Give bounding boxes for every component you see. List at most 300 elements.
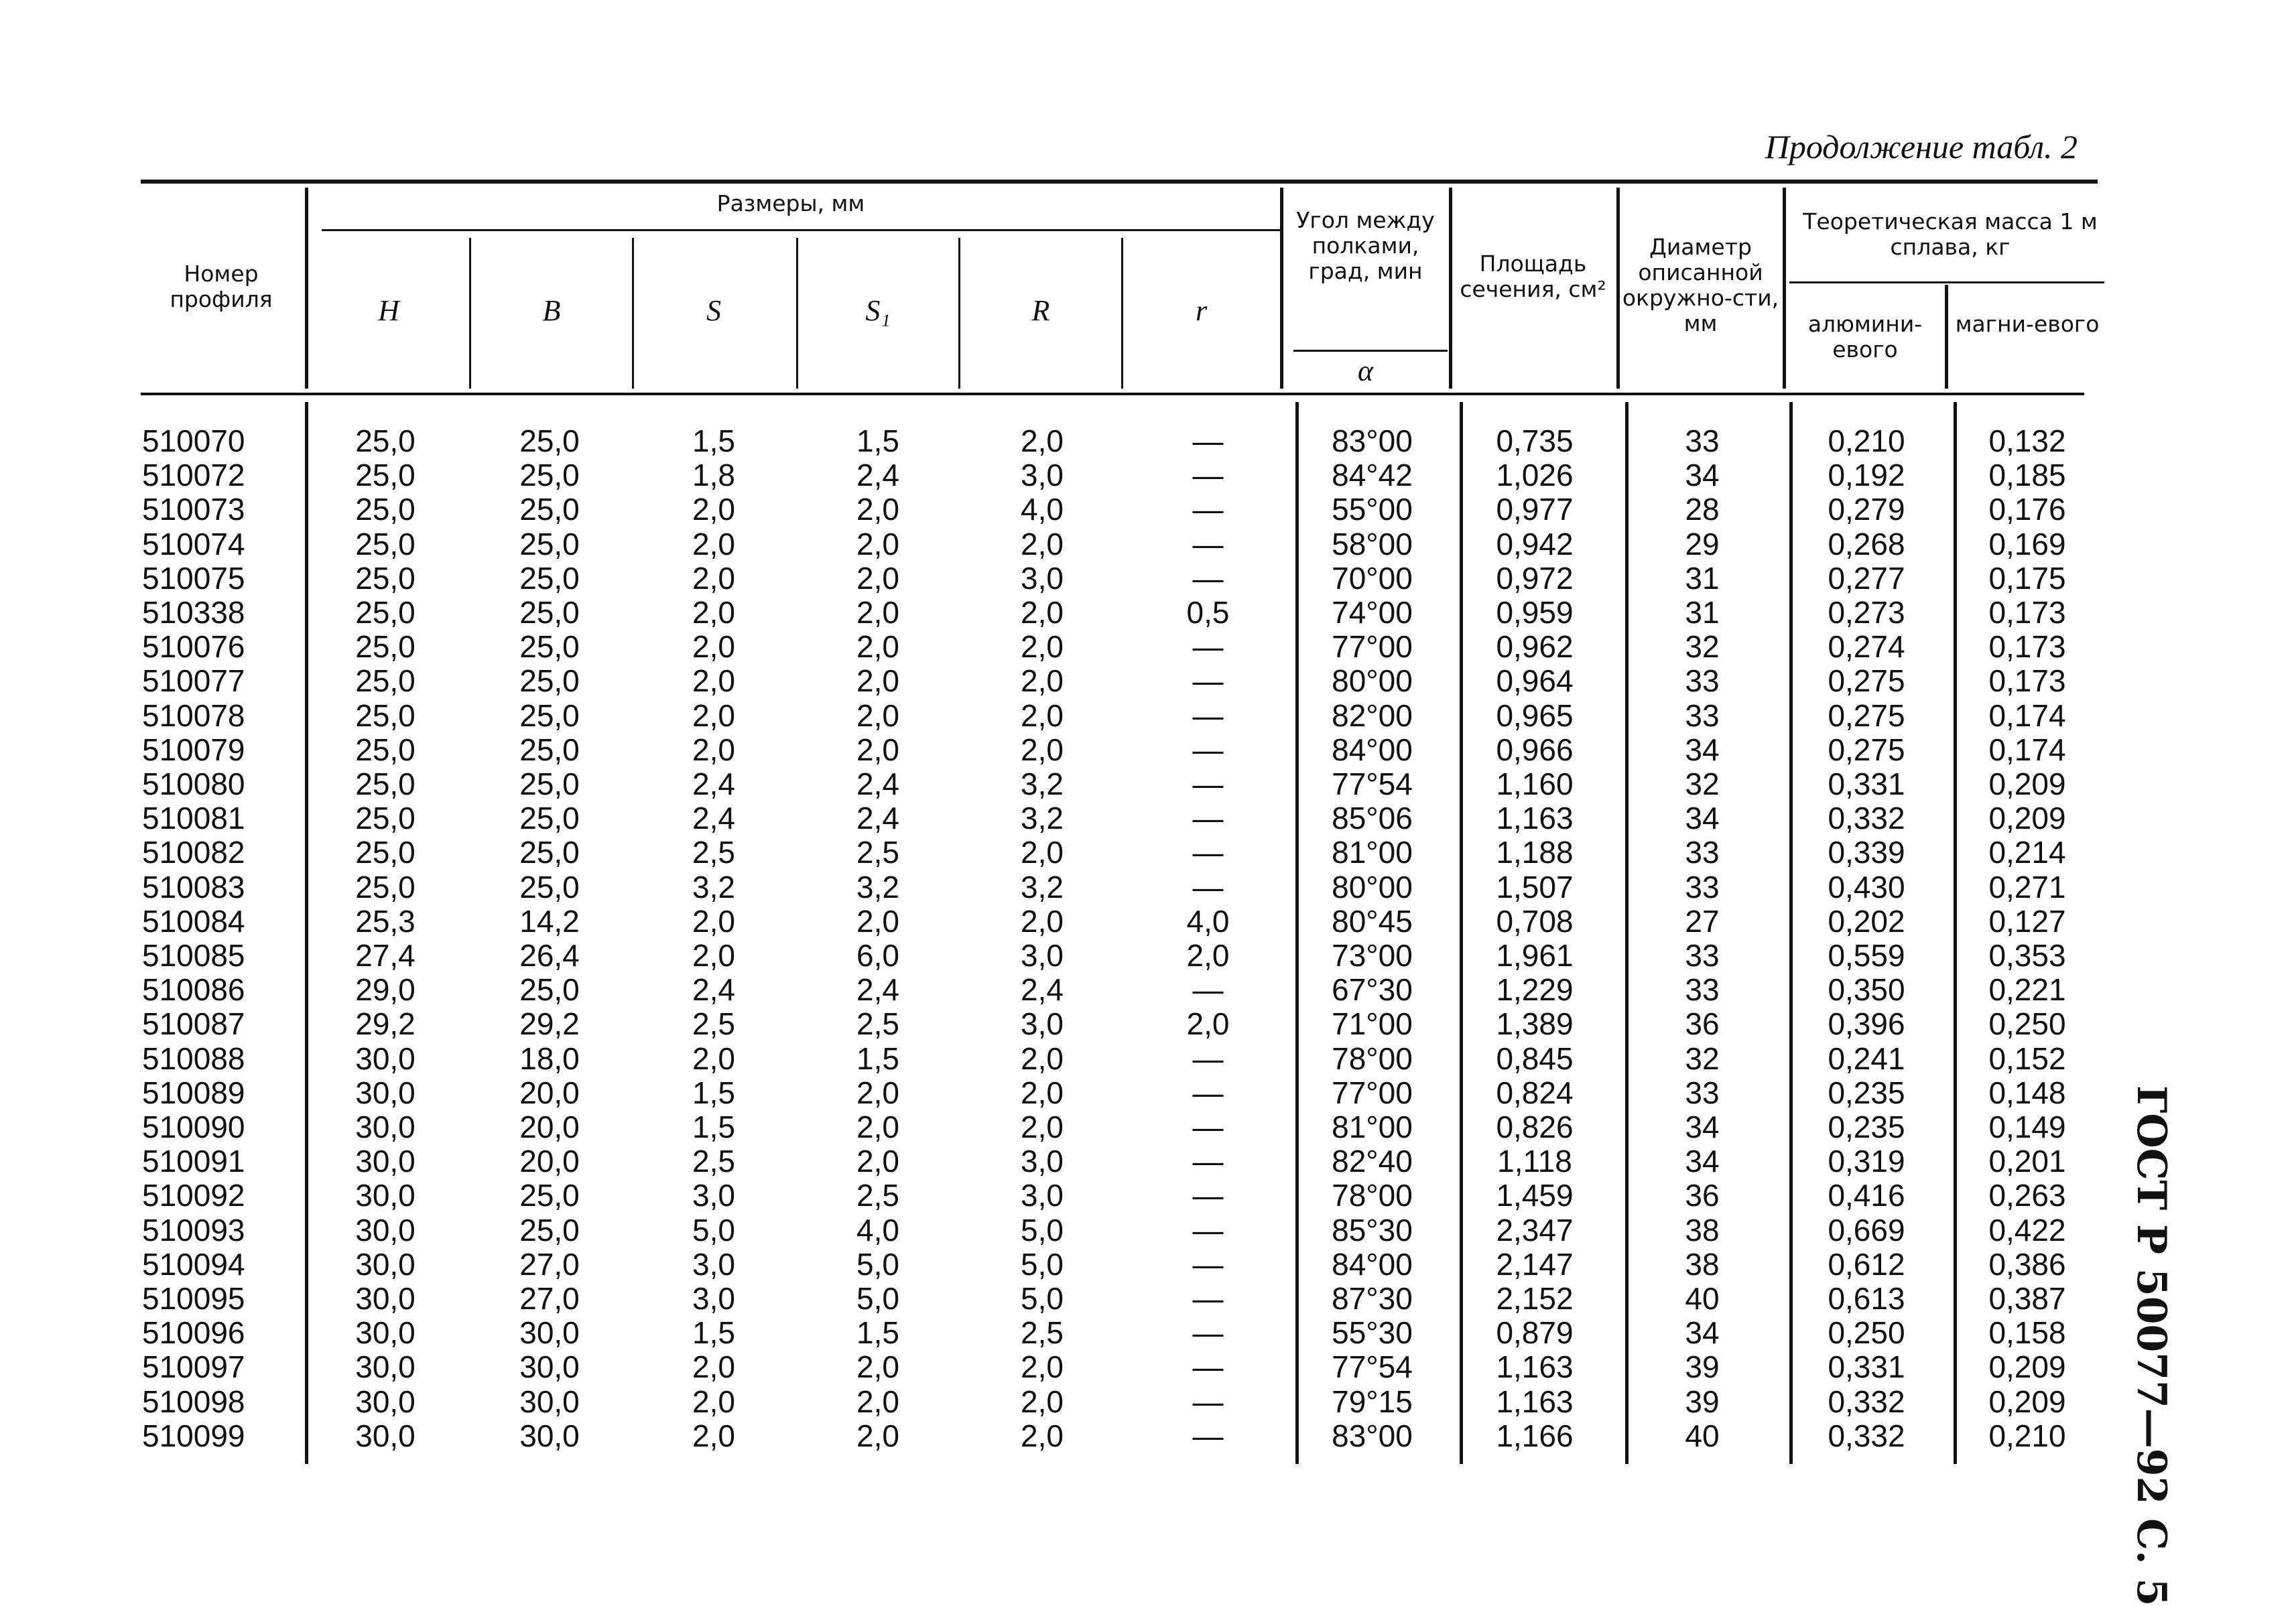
table-cell: 30,0 [355, 1178, 416, 1213]
table-cell: 30,0 [355, 1075, 416, 1110]
table-cell: 25,0 [519, 766, 580, 801]
table-cell: 510082 [142, 835, 245, 870]
table-cell: 3,2 [856, 869, 899, 905]
header-col-B: B [542, 294, 561, 327]
table-row [0, 492, 2296, 527]
table-cell: 0,235 [1828, 1110, 1905, 1144]
header-divider [632, 238, 634, 389]
table-cell: 0,965 [1496, 697, 1574, 733]
table-cell: 0,127 [1988, 903, 2066, 939]
table-cell: 0,977 [1496, 492, 1574, 527]
table-cell: 510079 [142, 732, 245, 767]
table-cell: 0,176 [1988, 492, 2066, 527]
table-cell: 1,166 [1496, 1418, 1574, 1453]
table-cell: 5,0 [856, 1246, 899, 1282]
table-row [0, 527, 2296, 561]
header-col-H: H [378, 294, 399, 327]
table-cell: 25,0 [519, 663, 580, 699]
table-cell: 30,0 [355, 1315, 416, 1351]
table-row [0, 870, 2296, 905]
table-cell: 73°00 [1332, 938, 1413, 973]
table-row [0, 664, 2296, 698]
table-cell: — [1192, 766, 1224, 801]
table-cell: 2,0 [692, 1418, 735, 1453]
table-cell: 28 [1685, 492, 1720, 527]
table-cell: 30,0 [355, 1246, 416, 1282]
table-cell: 0,350 [1828, 972, 1905, 1008]
table-cell: 510076 [142, 629, 245, 665]
table-cell: 78°00 [1332, 1041, 1413, 1076]
table-cell: — [1192, 1246, 1224, 1282]
table-cell: 29,2 [519, 1006, 580, 1042]
table-cell: 0,241 [1828, 1041, 1905, 1076]
table-cell: 80°00 [1332, 663, 1413, 699]
table-cell: 55°00 [1332, 492, 1413, 527]
table-cell: 510094 [142, 1246, 245, 1282]
table-cell: 0,387 [1988, 1281, 2066, 1316]
table-cell: 510096 [142, 1315, 245, 1351]
table-cell: 510338 [142, 595, 245, 630]
table-cell: 510084 [142, 903, 245, 939]
table-cell: 0,174 [1988, 732, 2066, 767]
table-cell: 25,0 [355, 458, 416, 493]
table-cell: 2,0 [692, 560, 735, 596]
table-cell: 2,0 [856, 526, 899, 561]
table-cell: 33 [1685, 1075, 1720, 1110]
header-col-R: R [1031, 294, 1050, 327]
table-cell: 2,4 [692, 766, 735, 801]
table-cell: 25,0 [519, 1212, 580, 1248]
table-cell: 0,708 [1496, 903, 1574, 939]
table-cell: 2,0 [856, 1384, 899, 1419]
table-cell: 510085 [142, 938, 245, 973]
table-cell: 3,0 [1021, 938, 1064, 973]
table-cell: 83°00 [1332, 1418, 1413, 1453]
table-cell: 29,0 [355, 972, 416, 1008]
table-cell: — [1192, 972, 1224, 1008]
table-cell: 0,221 [1988, 972, 2066, 1008]
table-cell: 58°00 [1332, 526, 1413, 561]
table-row [0, 561, 2296, 596]
table-cell: 0,250 [1828, 1315, 1905, 1351]
table-cell: 510077 [142, 663, 245, 699]
table-row [0, 973, 2296, 1007]
table-cell: 1,389 [1496, 1006, 1574, 1042]
table-cell: 0,175 [1988, 560, 2066, 596]
table-cell: 71°00 [1332, 1006, 1413, 1042]
table-cell: 2,0 [856, 1418, 899, 1453]
table-cell: 2,5 [692, 1144, 735, 1179]
table-cell: 80°00 [1332, 869, 1413, 905]
table-cell: 2,0 [856, 903, 899, 939]
table-cell: 0,962 [1496, 629, 1574, 665]
table-cell: 510083 [142, 869, 245, 905]
table-cell: 32 [1685, 1041, 1720, 1076]
table-cell: 0,386 [1988, 1246, 2066, 1282]
table-cell: 0,396 [1828, 1006, 1905, 1042]
table-cell: 0,192 [1828, 458, 1905, 493]
table-cell: 0,613 [1828, 1281, 1905, 1316]
table-cell: 30,0 [519, 1315, 580, 1351]
table-cell: 74°00 [1332, 595, 1413, 630]
table-cell: 0,173 [1988, 663, 2066, 699]
header-col-r: r [1195, 294, 1208, 327]
table-cell: 3,2 [692, 869, 735, 905]
table-cell: 2,5 [692, 835, 735, 870]
table-cell: 0,422 [1988, 1212, 2066, 1248]
table-cell: 1,163 [1496, 1384, 1574, 1419]
table-cell: 25,0 [519, 423, 580, 458]
table-cell: 0,279 [1828, 492, 1905, 527]
table-cell: 2,0 [856, 663, 899, 699]
table-cell: 2,0 [1021, 835, 1064, 870]
table-cell: 25,0 [355, 629, 416, 665]
table-cell: 36 [1685, 1006, 1720, 1042]
table-row [0, 1007, 2296, 1041]
table-row [0, 630, 2296, 664]
table-cell: 3,0 [1021, 1144, 1064, 1179]
table-cell: 40 [1685, 1418, 1720, 1453]
table-cell: 510090 [142, 1110, 245, 1144]
table-cell: — [1192, 560, 1224, 596]
header-divider [1945, 285, 1948, 389]
table-cell: 2,0 [856, 1110, 899, 1144]
table-row [0, 905, 2296, 939]
table-cell: 81°00 [1332, 835, 1413, 870]
table-cell: 3,0 [1021, 1178, 1064, 1213]
table-cell: 0,332 [1828, 1384, 1905, 1419]
table-cell: 2,0 [1021, 629, 1064, 665]
table-cell: 30,0 [355, 1418, 416, 1453]
table-cell: 510074 [142, 526, 245, 561]
table-cell: 0,263 [1988, 1178, 2066, 1213]
table-cell: 2,0 [1021, 1075, 1064, 1110]
table-cell: 25,3 [355, 903, 416, 939]
table-cell: 84°00 [1332, 732, 1413, 767]
header-divider [796, 238, 798, 389]
table-row [0, 733, 2296, 767]
table-cell: 25,0 [355, 663, 416, 699]
table-row [0, 1419, 2296, 1453]
table-cell: 2,0 [856, 1349, 899, 1385]
table-cell: 0,273 [1828, 595, 1905, 630]
table-cell: 0,332 [1828, 801, 1905, 836]
table-cell: 2,4 [856, 972, 899, 1008]
table-cell: 0,169 [1988, 526, 2066, 561]
table-cell: 25,0 [355, 492, 416, 527]
header-divider [1121, 238, 1123, 389]
table-cell: 2,0 [1021, 526, 1064, 561]
table-cell: 0,416 [1828, 1178, 1905, 1213]
table-cell: 0,339 [1828, 835, 1905, 870]
table-cell: 510078 [142, 697, 245, 733]
table-cell: 2,0 [1021, 1418, 1064, 1453]
table-cell: 33 [1685, 697, 1720, 733]
table-cell: 33 [1685, 663, 1720, 699]
table-cell: 510089 [142, 1075, 245, 1110]
table-cell: 81°00 [1332, 1110, 1413, 1144]
table-cell: 0,319 [1828, 1144, 1905, 1179]
table-row [0, 1076, 2296, 1110]
table-cell: 38 [1685, 1212, 1720, 1248]
table-cell: 83°00 [1332, 423, 1413, 458]
table-cell: 510086 [142, 972, 245, 1008]
table-cell: 33 [1685, 972, 1720, 1008]
table-cell: 0,173 [1988, 595, 2066, 630]
table-cell: 25,0 [355, 801, 416, 836]
table-cell: 0,824 [1496, 1075, 1574, 1110]
table-cell: 1,5 [856, 1315, 899, 1351]
table-cell: 1,5 [856, 1041, 899, 1076]
table-cell: 25,0 [355, 595, 416, 630]
table-cell: 27 [1685, 903, 1720, 939]
table-cell: — [1192, 663, 1224, 699]
table-cell: 20,0 [519, 1110, 580, 1144]
table-cell: 1,5 [856, 423, 899, 458]
table-cell: 25,0 [519, 732, 580, 767]
table-cell: 0,174 [1988, 697, 2066, 733]
table-cell: 2,5 [1021, 1315, 1064, 1351]
table-cell: 2,5 [856, 1178, 899, 1213]
table-cell: 1,507 [1496, 869, 1574, 905]
table-cell: 2,4 [692, 801, 735, 836]
table-cell: 34 [1685, 732, 1720, 767]
table-cell: 0,332 [1828, 1418, 1905, 1453]
table-cell: 2,0 [692, 1349, 735, 1385]
table-cell: 3,0 [692, 1246, 735, 1282]
table-cell: 25,0 [519, 1178, 580, 1213]
table-cell: 2,5 [856, 835, 899, 870]
table-cell: 0,235 [1828, 1075, 1905, 1110]
table-cell: 510093 [142, 1212, 245, 1248]
table-cell: 2,0 [856, 629, 899, 665]
table-cell: 0,845 [1496, 1041, 1574, 1076]
table-cell: 4,0 [1021, 492, 1064, 527]
table-cell: 2,0 [856, 492, 899, 527]
table-cell: 85°30 [1332, 1212, 1413, 1248]
table-cell: 33 [1685, 835, 1720, 870]
table-cell: 30,0 [355, 1144, 416, 1179]
table-cell: 30,0 [355, 1281, 416, 1316]
table-cell: 2,0 [692, 595, 735, 630]
table-cell: 29 [1685, 526, 1720, 561]
table-cell: 1,5 [692, 423, 735, 458]
table-cell: 2,4 [692, 972, 735, 1008]
table-cell: 1,163 [1496, 1349, 1574, 1385]
table-cell: 0,250 [1988, 1006, 2066, 1042]
table-cell: 0,879 [1496, 1315, 1574, 1351]
table-cell: 1,459 [1496, 1178, 1574, 1213]
table-cell: 4,0 [856, 1212, 899, 1248]
table-cell: 0,148 [1988, 1075, 2066, 1110]
table-cell: 0,669 [1828, 1212, 1905, 1248]
header-divider [1280, 188, 1283, 389]
table-cell: 30,0 [355, 1212, 416, 1248]
table-cell: 0,966 [1496, 732, 1574, 767]
table-cell: — [1192, 1384, 1224, 1419]
table-cell: — [1192, 629, 1224, 665]
table-cell: 34 [1685, 458, 1720, 493]
header-col-S1: S₁ [865, 294, 891, 327]
table-cell: — [1192, 1315, 1224, 1351]
table-cell: 510073 [142, 492, 245, 527]
table-cell: 0,210 [1988, 1418, 2066, 1453]
table-cell: 31 [1685, 560, 1720, 596]
table-cell: 510072 [142, 458, 245, 493]
table-cell: 25,0 [355, 732, 416, 767]
table-cell: 2,0 [692, 526, 735, 561]
table-cell: 2,4 [856, 801, 899, 836]
table-cell: 510087 [142, 1006, 245, 1042]
table-cell: 25,0 [355, 869, 416, 905]
table-cell: 20,0 [519, 1075, 580, 1110]
table-cell: 5,0 [1021, 1212, 1064, 1248]
header-mass: Теоретическая масса 1 м сплава, кг [1803, 208, 2098, 260]
table-cell: 0,132 [1988, 423, 2066, 458]
table-cell: 25,0 [519, 629, 580, 665]
table-cell: 30,0 [355, 1041, 416, 1076]
table-row [0, 699, 2296, 733]
table-cell: — [1192, 1075, 1224, 1110]
table-cell: 77°54 [1332, 1349, 1413, 1385]
table-cell: 27,0 [519, 1246, 580, 1282]
table-cell: 510081 [142, 801, 245, 836]
header-diameter: Диаметр описанной окружно-сти, мм [1622, 234, 1779, 336]
table-cell: 25,0 [519, 560, 580, 596]
table-cell: 2,0 [692, 1041, 735, 1076]
table-cell: 67°30 [1332, 972, 1413, 1008]
table-cell: 1,188 [1496, 835, 1574, 870]
table-cell: 2,0 [856, 560, 899, 596]
table-row [0, 1282, 2296, 1316]
table-cell: 2,0 [1021, 663, 1064, 699]
table-cell: 0,209 [1988, 1384, 2066, 1419]
table-cell: 0,353 [1988, 938, 2066, 973]
table-cell: 25,0 [519, 492, 580, 527]
table-cell: 3,0 [1021, 458, 1064, 493]
table-cell: 25,0 [355, 560, 416, 596]
header-magnesium: магни-евого [1955, 311, 2100, 337]
table-cell: — [1192, 492, 1224, 527]
table-cell: 4,0 [1186, 903, 1230, 939]
table-cell: 39 [1685, 1349, 1720, 1385]
table-cell: — [1192, 458, 1224, 493]
table-cell: 30,0 [519, 1418, 580, 1453]
table-cell: 3,0 [692, 1281, 735, 1316]
table-cell: 5,0 [1021, 1246, 1064, 1282]
table-cell: 36 [1685, 1178, 1720, 1213]
table-cell: 25,0 [355, 423, 416, 458]
table-cell: 1,229 [1496, 972, 1574, 1008]
table-cell: 2,0 [856, 1144, 899, 1179]
table-cell: 0,209 [1988, 1349, 2066, 1385]
table-cell: 0,152 [1988, 1041, 2066, 1076]
table-cell: 2,0 [1021, 595, 1064, 630]
table-row [0, 1179, 2296, 1213]
table-cell: 0,559 [1828, 938, 1905, 973]
table-cell: 2,0 [692, 492, 735, 527]
table-cell: 0,185 [1988, 458, 2066, 493]
table-cell: 79°15 [1332, 1384, 1413, 1419]
header-divider [1783, 188, 1786, 389]
table-row [0, 1213, 2296, 1248]
table-cell: 0,826 [1496, 1110, 1574, 1144]
header-area: Площадь сечения, см² [1460, 251, 1606, 302]
table-cell: 32 [1685, 766, 1720, 801]
table-cell: 87°30 [1332, 1281, 1413, 1316]
table-cell: 2,0 [1021, 697, 1064, 733]
table-cell: 2,4 [1021, 972, 1064, 1008]
table-cell: — [1192, 1041, 1224, 1076]
table-row [0, 801, 2296, 835]
table-cell: 25,0 [355, 766, 416, 801]
table-cell: 0,173 [1988, 629, 2066, 665]
table-cell: — [1192, 1212, 1224, 1248]
table-cell: 25,0 [519, 526, 580, 561]
table-cell: — [1192, 526, 1224, 561]
header-divider [958, 238, 960, 389]
table-row [0, 458, 2296, 492]
table-cell: 0,275 [1828, 732, 1905, 767]
table-cell: 30,0 [355, 1110, 416, 1144]
table-cell: 33 [1685, 869, 1720, 905]
table-cell: 5,0 [1021, 1281, 1064, 1316]
table-cell: 34 [1685, 1110, 1720, 1144]
table-cell: 510070 [142, 423, 245, 458]
table-cell: 40 [1685, 1281, 1720, 1316]
table-cell: 3,2 [1021, 766, 1064, 801]
table-cell: 2,0 [692, 903, 735, 939]
top-rule [141, 180, 2098, 184]
table-cell: 0,209 [1988, 801, 2066, 836]
table-cell: 2,0 [692, 732, 735, 767]
table-cell: 34 [1685, 801, 1720, 836]
table-cell: 1,5 [692, 1110, 735, 1144]
table-cell: 0,210 [1828, 423, 1905, 458]
table-cell: 27,4 [355, 938, 416, 973]
table-cell: 2,0 [1021, 423, 1064, 458]
table-cell: 0,214 [1988, 835, 2066, 870]
table-cell: 2,0 [1021, 732, 1064, 767]
table-cell: 5,0 [692, 1212, 735, 1248]
table-cell: 2,0 [1186, 1006, 1230, 1042]
table-cell: 0,201 [1988, 1144, 2066, 1179]
dimensions-underline [322, 229, 1280, 231]
table-cell: 1,961 [1496, 938, 1574, 973]
table-cell: 2,0 [1021, 1349, 1064, 1385]
table-cell: 1,163 [1496, 801, 1574, 836]
table-cell: 27,0 [519, 1281, 580, 1316]
table-cell: 70°00 [1332, 560, 1413, 596]
table-row [0, 424, 2296, 458]
table-cell: — [1192, 1418, 1224, 1453]
table-cell: 55°30 [1332, 1315, 1413, 1351]
header-bottom-rule [141, 393, 2084, 395]
table-cell: 0,942 [1496, 526, 1574, 561]
table-cell: 14,2 [519, 903, 580, 939]
table-cell: 510091 [142, 1144, 245, 1179]
table-cell: 510075 [142, 560, 245, 596]
table-cell: 34 [1685, 1144, 1720, 1179]
table-row [0, 1350, 2296, 1384]
table-cell: 2,5 [692, 1006, 735, 1042]
table-cell: 0,430 [1828, 869, 1905, 905]
table-cell: 0,964 [1496, 663, 1574, 699]
table-cell: 6,0 [856, 938, 899, 973]
table-cell: — [1192, 1110, 1224, 1144]
table-cell: — [1192, 697, 1224, 733]
table-cell: 2,0 [1021, 1110, 1064, 1144]
